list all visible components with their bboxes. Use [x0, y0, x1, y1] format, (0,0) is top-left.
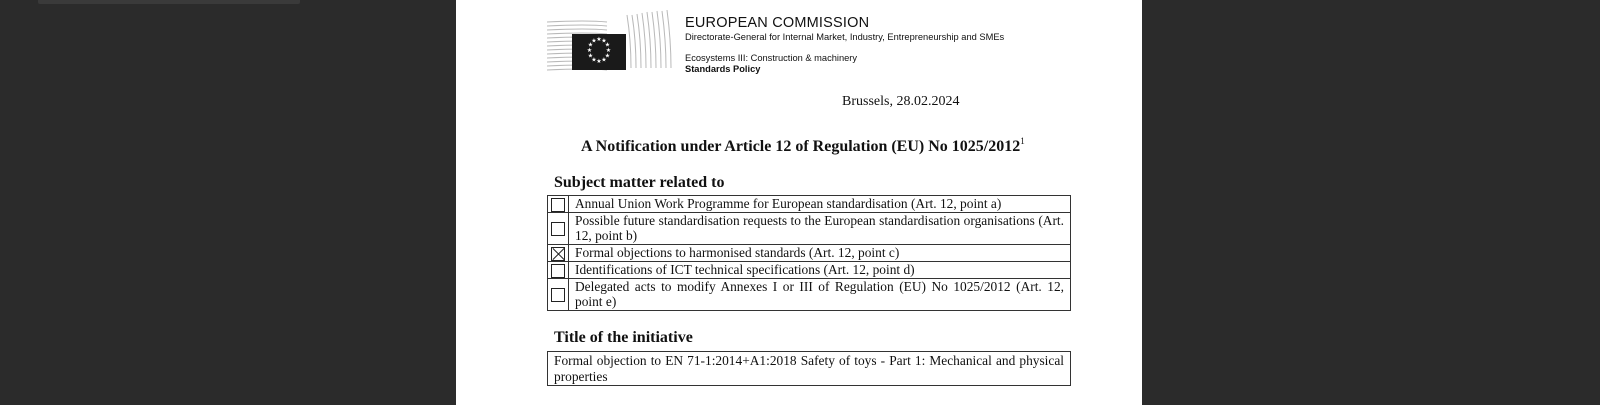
svg-text:★: ★ — [601, 37, 607, 45]
svg-text:★: ★ — [596, 58, 602, 65]
document-title — [581, 136, 1025, 156]
svg-text:★: ★ — [601, 56, 607, 64]
checkbox-point-e[interactable] — [551, 288, 565, 302]
subject-row — [548, 261, 1071, 278]
svg-text:★: ★ — [591, 37, 597, 45]
svg-text:★: ★ — [604, 52, 611, 60]
header-organisation: EUROPEAN COMMISSION — [685, 15, 870, 31]
background-artifact — [38, 0, 300, 4]
document-date: Brussels, 28.02.2024 — [842, 94, 960, 109]
header-sector: Standards Policy — [685, 64, 761, 74]
svg-text:★: ★ — [587, 52, 594, 60]
svg-text:★: ★ — [605, 47, 612, 54]
document-page — [456, 0, 1142, 405]
svg-text:★: ★ — [587, 41, 594, 49]
svg-text:★: ★ — [586, 47, 593, 54]
header-directorate: Directorate-General for Internal Market, Industry, Entrepreneurship and SMEs — [685, 32, 1005, 42]
subject-label: Annual Union Work Programme for European standardisation (Art. 12, point a) — [569, 196, 1071, 213]
document-title-text: A Notification under Article 12 of Regulation (EU) No 1025/2012 — [581, 138, 1021, 155]
footnote-marker: 1 — [1020, 136, 1025, 146]
svg-text:★: ★ — [596, 36, 602, 43]
checkbox-point-a[interactable] — [551, 198, 565, 212]
svg-text:★: ★ — [591, 56, 597, 64]
subject-table — [547, 195, 1071, 311]
subject-heading: Subject matter related to — [554, 174, 725, 191]
european-commission-logo — [547, 10, 672, 72]
subject-label: Formal objections to harmonised standards (Art. 12, point c) — [569, 244, 1071, 261]
svg-text:★: ★ — [604, 41, 611, 49]
subject-label: Identifications of ICT technical specifications (Art. 12, point d) — [569, 261, 1071, 278]
subject-row — [548, 196, 1071, 213]
subject-row — [548, 278, 1071, 310]
checkbox-point-b[interactable] — [551, 222, 565, 236]
subject-label: Delegated acts to modify Annexes I or III of Regulation (EU) No 1025/2012 (Art. 12, point e) — [569, 278, 1071, 310]
initiative-heading: Title of the initiative — [554, 329, 693, 346]
subject-label: Possible future standardisation requests to the European standardisation organisations (Art. 12, point b) — [569, 212, 1071, 244]
subject-row — [548, 244, 1071, 261]
checkbox-point-d[interactable] — [551, 264, 565, 278]
initiative-title-box: Formal objection to EN 71-1:2014+A1:2018 Safety of toys - Part 1: Mechanical and physical properties — [547, 351, 1071, 386]
header-unit: Ecosystems III: Construction & machinery — [685, 53, 858, 63]
checkbox-point-c[interactable] — [551, 247, 565, 261]
subject-row — [548, 212, 1071, 244]
